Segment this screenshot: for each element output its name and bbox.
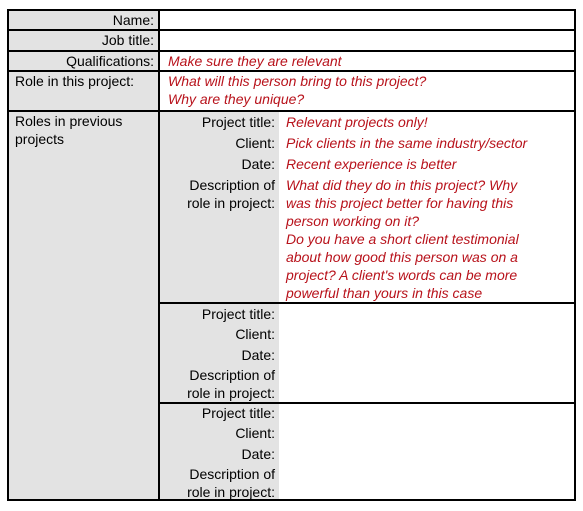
- project-1-fields[interactable]: [279, 112, 574, 302]
- project-2-client-label: Client:: [235, 326, 275, 342]
- project-2-title-label: Project title:: [201, 306, 275, 322]
- previous-roles-label-line-1: Roles in previous: [15, 113, 123, 129]
- project-1-labels: [160, 112, 279, 302]
- project-3-desc-label-line-1: Description of: [189, 466, 275, 482]
- previous-project-3: [160, 404, 574, 499]
- team-member-profile-form: [7, 9, 576, 501]
- name-field[interactable]: [162, 11, 574, 29]
- job-title-label: Job title:: [9, 31, 160, 50]
- job-title-field[interactable]: [162, 31, 574, 50]
- project-3-desc-label-line-2: role in project:: [187, 484, 275, 500]
- project-2-date-label: Date:: [241, 347, 275, 363]
- project-1-desc-hint-line: What did they do in this project? Why: [286, 177, 518, 193]
- project-2-labels: [160, 304, 279, 402]
- role-row: [9, 72, 574, 112]
- job-title-row: [9, 31, 574, 52]
- previous-project-1: [160, 112, 574, 302]
- project-1-desc-hint-line: powerful than yours in this case: [286, 285, 483, 301]
- role-field[interactable]: [162, 72, 574, 110]
- project-3-title-label: Project title:: [201, 405, 275, 421]
- previous-roles-section: [9, 112, 574, 499]
- project-1-desc-hint-line: person working on it?: [286, 213, 420, 229]
- previous-project-2: [160, 304, 574, 402]
- qualifications-label: Qualifications:: [9, 52, 160, 70]
- project-1-desc-label-line-1: Description of: [189, 177, 275, 193]
- project-1-date-hint: Recent experience is better: [286, 156, 457, 172]
- role-hint-line-2: Why are they unique?: [168, 91, 305, 107]
- project-2-desc-label-line-1: Description of: [189, 367, 275, 383]
- project-1-desc-hint-line: about how good this person was on a: [286, 249, 518, 265]
- project-3-client-label: Client:: [235, 425, 275, 441]
- project-3-fields[interactable]: [279, 404, 574, 499]
- project-1-title-hint: Relevant projects only!: [286, 114, 428, 130]
- project-1-desc-label-line-2: role in project:: [187, 195, 275, 211]
- project-1-client-label: Client:: [235, 135, 275, 151]
- project-2-fields[interactable]: [279, 304, 574, 402]
- project-1-date-label: Date:: [241, 156, 275, 172]
- qualifications-row: [9, 52, 574, 72]
- name-row: [9, 11, 574, 31]
- role-hint-line-1: What will this person bring to this project?: [168, 73, 427, 89]
- project-1-desc-hint-line: Do you have a short client testimonial: [286, 231, 519, 247]
- project-3-date-label: Date:: [241, 446, 275, 462]
- previous-roles-label-line-2: projects: [15, 131, 65, 147]
- previous-roles-label: [9, 112, 160, 499]
- project-1-title-label: Project title:: [201, 114, 275, 130]
- project-3-labels: [160, 404, 279, 499]
- role-label: Role in this project:: [9, 72, 160, 110]
- project-1-desc-hint: [286, 176, 574, 302]
- name-label: Name:: [9, 11, 160, 29]
- project-1-client-hint: Pick clients in the same industry/sector: [286, 135, 528, 151]
- qualifications-hint: Make sure they are relevant: [168, 53, 342, 69]
- project-1-desc-hint-line: project? A client's words can be more: [286, 267, 518, 283]
- project-1-desc-hint-line: was this project better for having this: [286, 195, 514, 211]
- qualifications-field[interactable]: [162, 52, 574, 70]
- project-2-desc-label-line-2: role in project:: [187, 385, 275, 401]
